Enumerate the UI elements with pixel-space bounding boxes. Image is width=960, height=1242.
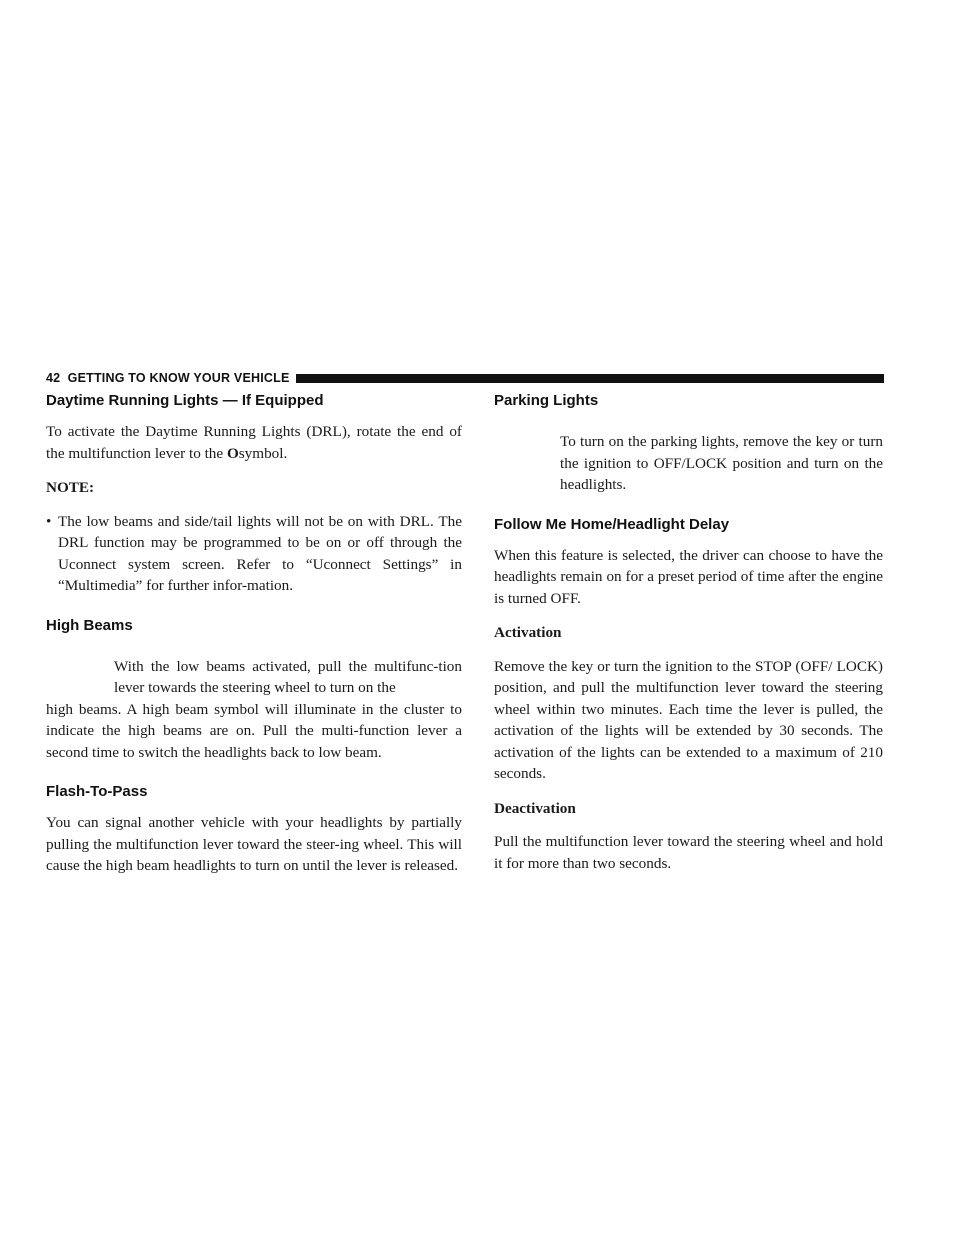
header-text (46, 371, 296, 385)
flash-text: You can signal another vehicle with your headlights by partially pulling the multifunction lever toward the steer-ing wheel. This will cause the high beam headlights to turn on until the lever is released. (46, 814, 462, 874)
parking-heading: Parking Lights (494, 392, 599, 409)
note-bullet-text: The low beams and side/tail lights will not be on with DRL. The DRL function may be programmed to be on or off through the Uconnect system screen. Refer to “Uconnect Settings” in “Multimedia” for further infor-mation. (58, 512, 462, 594)
drl-symbol: O (226, 444, 239, 462)
follow-intro: When this feature is selected, the driver can choose to have the headlights remain on for a preset period of time after the engine is turned OFF. (494, 546, 883, 607)
deactivation-label: Deactivation (494, 799, 576, 817)
section-title: GETTING TO KNOW YOUR VEHICLE (67, 371, 290, 385)
flash-heading: Flash-To-Pass (46, 783, 148, 800)
activation-label: Activation (494, 624, 562, 641)
page-number: 42 (46, 371, 61, 385)
drl-heading: Daytime Running Lights — If Equipped (46, 392, 324, 409)
page-header (46, 369, 884, 387)
header-rule (296, 374, 885, 383)
high-beams-heading: High Beams (46, 616, 133, 634)
right-column (494, 392, 883, 887)
note-bullet (46, 511, 462, 597)
parking-text: To turn on the parking lights, remove the key or turn the ignition to OFF/LOCK position and turn on the headlights. (560, 433, 883, 493)
drl-paragraph: To activate the Daytime Running Lights (DRL), rotate the end of the multifunction lever to the Osymbol. (46, 423, 462, 462)
activation-text: Remove the key or turn the ignition to the STOP (OFF/ LOCK) position, and pull the multifunction lever toward the steering wheel within two minutes. Each time the lever is pulled, the activation of the lights will be extended by 30 seconds. The activation of the lights can be extended to a maximum of 210 seconds. (494, 657, 883, 782)
left-column (46, 392, 462, 890)
follow-heading: Follow Me Home/Headlight Delay (494, 515, 730, 533)
bullet-mark: • (46, 512, 52, 530)
high-beams-text: high beams. A high beam symbol will illuminate in the cluster to indicate the high beams are on. Pull the multi-function lever a second time to switch the headlights back to low beam. (46, 700, 462, 761)
deactivation-text: Pull the multifunction lever toward the steering wheel and hold it for more than two seconds. (494, 833, 883, 872)
note-label: NOTE: (46, 479, 95, 496)
high-beams-indented: With the low beams activated, pull the multifunc-tion lever towards the steering wheel to turn on the (114, 657, 462, 696)
